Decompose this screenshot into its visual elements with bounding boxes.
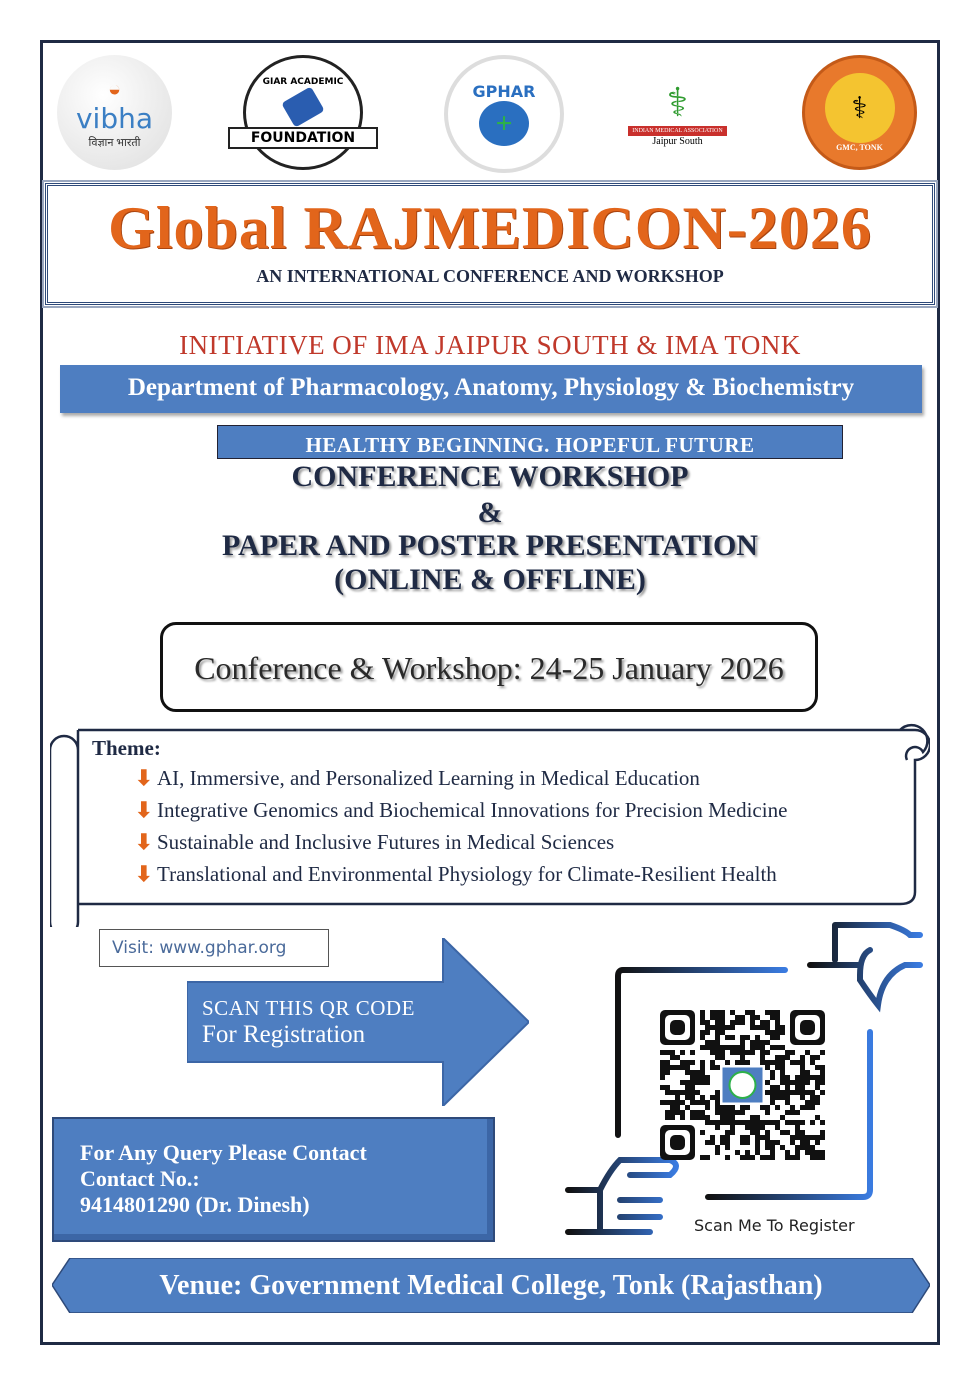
heading-ampersand: & [477, 496, 503, 529]
vibha-logo [57, 55, 172, 170]
heading-conference: CONFERENCE WORKSHOP [291, 460, 689, 493]
registration-qr-code[interactable] [660, 1010, 825, 1160]
theme-label: Theme: [92, 736, 161, 760]
emblem-icon: ⚕ [825, 73, 895, 143]
theme-item [135, 766, 700, 791]
logo-top: GIAR ACADEMIC [262, 76, 344, 87]
theme-item [135, 830, 614, 855]
contact-heading: For Any Query Please Contact [80, 1140, 367, 1165]
logo-sub: GMC, TONK [836, 143, 883, 152]
theme-text: Integrative Genomics and Biochemical Innovations for Precision Medicine [157, 798, 788, 822]
department-bar: Department of Pharmacology, Anatomy, Physiology & Biochemistry [60, 365, 922, 413]
tagline-bar: HEALTHY BEGINNING. HOPEFUL FUTURE [217, 425, 843, 459]
hand-bottom-icon [568, 1160, 676, 1232]
contact-number[interactable]: 9414801290 (Dr. Dinesh) [80, 1192, 310, 1217]
conference-subtitle: AN INTERNATIONAL CONFERENCE AND WORKSHOP [256, 266, 724, 286]
theme-text: Sustainable and Inclusive Futures in Medical Sciences [157, 830, 615, 854]
gmc-logo [802, 55, 917, 170]
scan-subtitle: For Registration [202, 1021, 366, 1048]
gphar-logo [444, 55, 564, 173]
arrow-down-icon: ⬇ [135, 830, 153, 854]
theme-text: AI, Immersive, and Personalized Learning in Medical Education [157, 766, 700, 790]
conference-title: Global RAJMEDICON-2026 [108, 195, 872, 261]
initiative-text: INITIATIVE OF IMA JAIPUR SOUTH & IMA TONK [179, 330, 801, 360]
website-link[interactable]: Visit: www.gphar.org [99, 929, 329, 967]
caduceus-icon: ⚕ [666, 79, 689, 125]
logo-sub: विज्ञान भारती [88, 136, 141, 149]
logo-ribbon: INDIAN MEDICAL ASSOCIATION [628, 126, 726, 136]
scan-title: SCAN THIS QR CODE [202, 996, 415, 1020]
arrow-down-icon: ⬇ [135, 798, 153, 822]
theme-item [135, 862, 777, 887]
logo-sub: Jaipur South [652, 135, 703, 147]
contact-label: Contact No.: [80, 1166, 200, 1191]
scan-me-label: Scan Me To Register [694, 1216, 855, 1235]
date-box: Conference & Workshop: 24-25 January 2026 [160, 622, 818, 712]
arrow-down-icon: ⬇ [135, 766, 153, 790]
cross-icon: + [479, 101, 529, 146]
title-box [45, 183, 935, 305]
logo-text: FOUNDATION [228, 127, 378, 149]
theme-item [135, 798, 787, 823]
drop-icon: ◒ [107, 75, 122, 101]
arrow-down-icon: ⬇ [135, 862, 153, 886]
heading-paper: PAPER AND POSTER PRESENTATION [222, 529, 758, 562]
logo-text: GPHAR [472, 82, 536, 101]
theme-text: Translational and Environmental Physiology for Climate-Resilient Health [157, 862, 777, 886]
hand-top-icon [810, 925, 920, 1005]
book-icon [281, 86, 324, 127]
giar-logo [243, 55, 363, 170]
heading-mode: (ONLINE & OFFLINE) [334, 563, 646, 596]
venue-text: Venue: Government Medical College, Tonk (Rajasthan) [159, 1270, 823, 1301]
logo-text: vibha [75, 101, 154, 135]
ima-logo [620, 55, 735, 170]
